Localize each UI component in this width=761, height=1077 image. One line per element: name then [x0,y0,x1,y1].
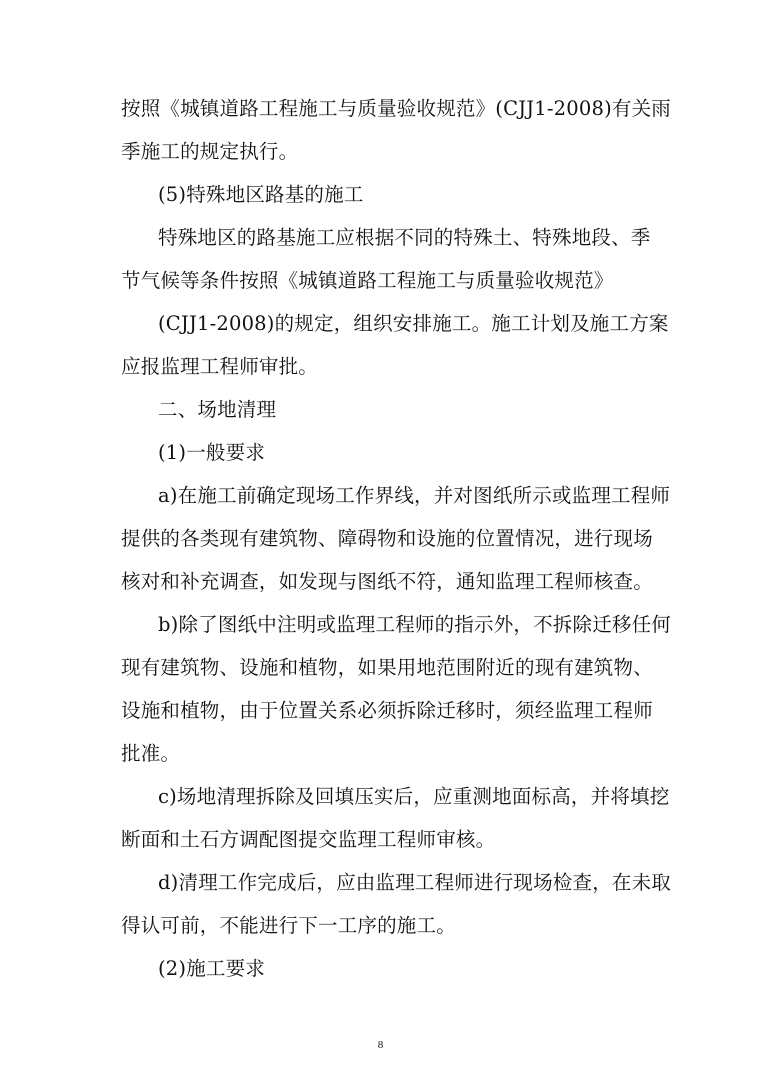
text-line: 断面和土石方调配图提交监理工程师审核。 [121,828,496,851]
text-line: 提供的各类现有建筑物、障碍物和设施的位置情况，进行现场 [121,527,653,550]
page-number: 8 [377,1039,384,1051]
text-line: 应报监理工程师审批。 [121,355,319,378]
text-line: 按照《城镇道路工程施工与质量验收规范》(CJJ1-2008)有关雨 [121,97,671,120]
text-line: a)在施工前确定现场工作界线，并对图纸所示或监理工程师 [158,484,671,507]
text-line: 得认可前，不能进行下一工序的施工。 [121,914,456,937]
text-line: 节气候等条件按照《城镇道路工程施工与质量验收规范》 [121,269,614,292]
text-line: 设施和植物，由于位置关系必须拆除迁移时，须经监理工程师 [121,699,653,722]
text-line: 现有建筑物、设施和植物，如果用地范围附近的现有建筑物、 [121,656,653,679]
text-line: 季施工的规定执行。 [121,140,299,163]
subsection-heading: (1)一般要求 [158,441,266,464]
text-line: c)场地清理拆除及回填压实后，应重测地面标高，并将填挖 [158,785,670,808]
text-line: d)清理工作完成后，应由监理工程师进行现场检查，在未取 [158,871,671,894]
section-heading: (5)特殊地区路基的施工 [158,183,364,206]
text-line: b)除了图纸中注明或监理工程师的指示外，不拆除迁移任何 [158,613,671,636]
text-line: 特殊地区的路基施工应根据不同的特殊土、特殊地段、季 [158,226,651,249]
section-heading: 二、场地清理 [158,398,277,421]
text-line: (CJJ1-2008)的规定，组织安排施工。施工计划及施工方案 [158,312,669,335]
subsection-heading: (2)施工要求 [158,957,266,980]
text-line: 核对和补充调查，如发现与图纸不符，通知监理工程师核查。 [121,570,653,593]
text-line: 批准。 [121,742,181,765]
